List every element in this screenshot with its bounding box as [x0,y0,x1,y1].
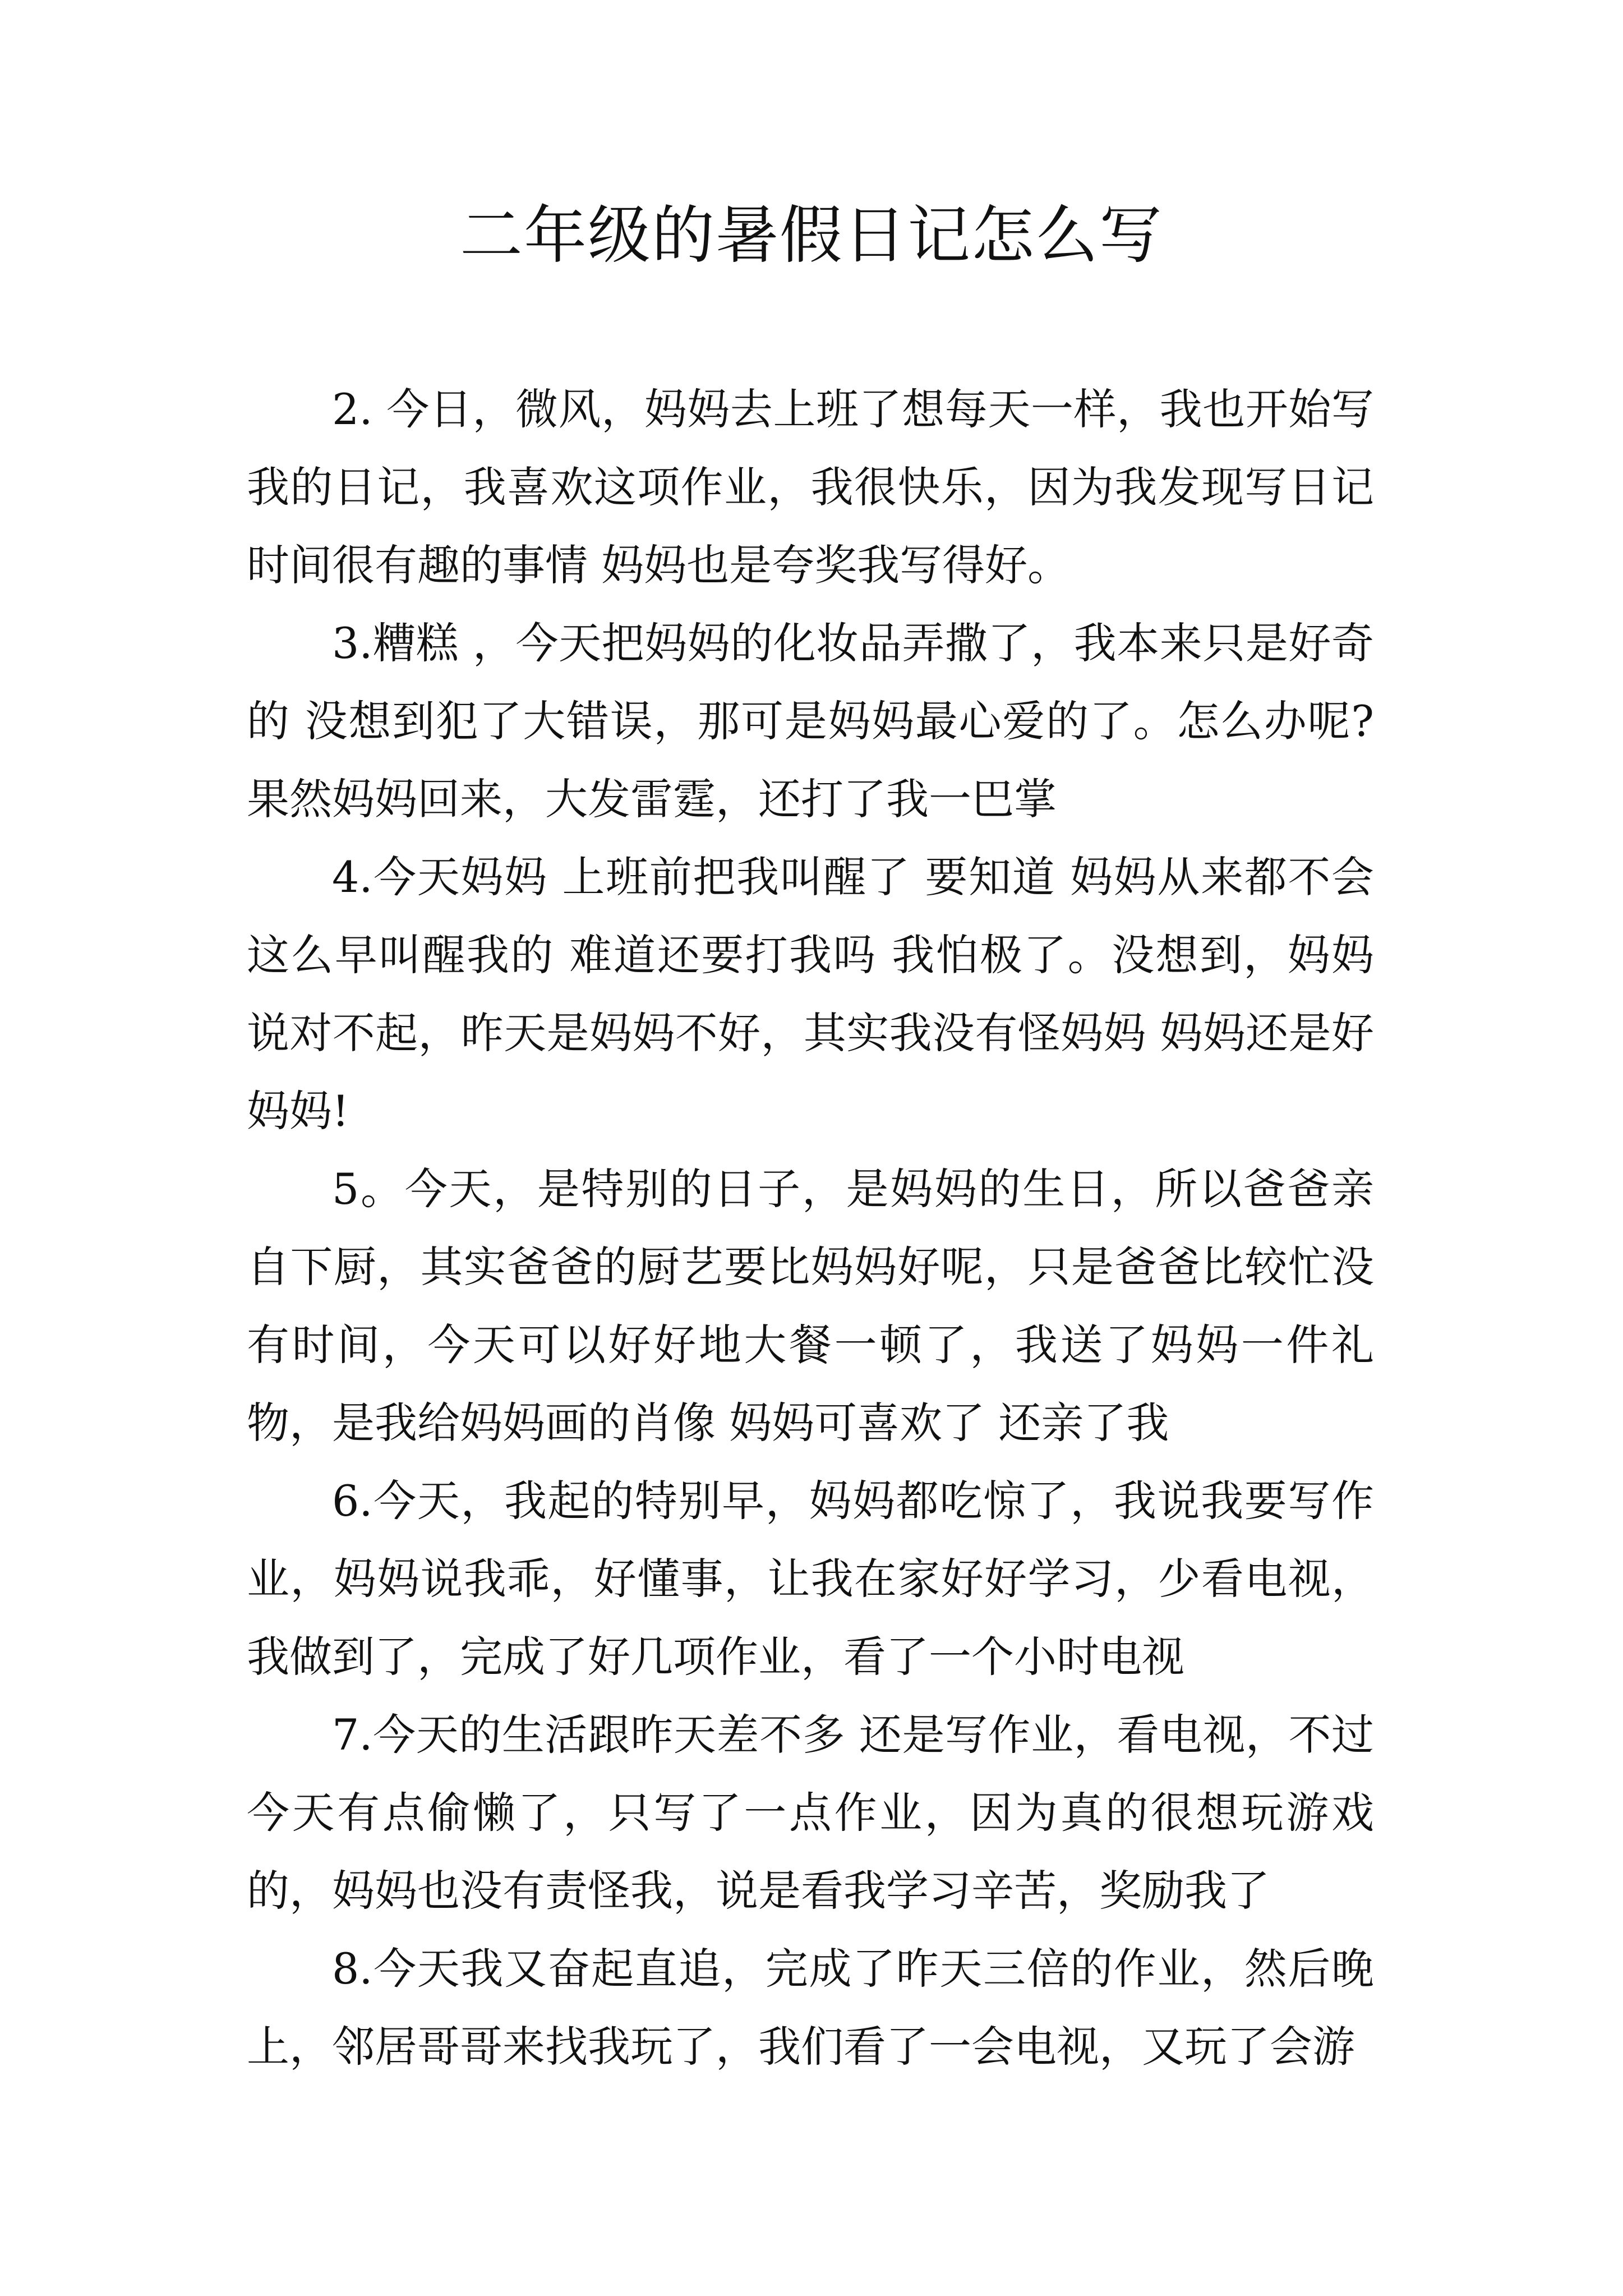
paragraph-8: 8.今天我又奋起直追，完成了昨天三倍的作业，然后晚上，邻居哥哥来找我玩了，我们看了一会电视，又玩了会游 [247,1944,1374,2072]
document-title: 二年级的暑假日记怎么写 [460,199,1163,272]
paragraph-5: 5。今天，是特别的日子，是妈妈的生日，所以爸爸亲自下厨，其实爸爸的厨艺要比妈妈好呢，只是爸爸比较忙没有时间，今天可以好好地大餐一顿了，我送了妈妈一件礼物，是我给妈妈画的肖像 妈妈可喜欢了 还亲了我 [247,1164,1374,1448]
paragraph-6: 6.今天，我起的特别早，妈妈都吃惊了，我说我要写作业，妈妈说我乖，好懂事，让我在家好好学习，少看电视，我做到了，完成了好几项作业，看了一个小时电视 [247,1476,1374,1682]
paragraph-3: 3.糟糕 ，今天把妈妈的化妆品弄撒了，我本来只是好奇的 没想到犯了大错误，那可是妈妈最心爱的了。怎么办呢?果然妈妈回来，大发雷霆，还打了我一巴掌 [247,618,1374,824]
document-body [247,370,1374,2086]
paragraph-7: 7.今天的生活跟昨天差不多 还是写作业，看电视，不过今天有点偷懒了，只写了一点作业，因为真的很想玩游戏的，妈妈也没有责怪我，说是看我学习辛苦，奖励我了 [247,1710,1374,1916]
paragraph-4: 4.今天妈妈 上班前把我叫醒了 要知道 妈妈从来都不会这么早叫醒我的 难道还要打我吗 我怕极了。没想到，妈妈说对不起，昨天是妈妈不好，其实我没有怪妈妈 妈妈还是好妈妈! [247,852,1374,1136]
paragraph-2: 2. 今日，微风，妈妈去上班了想每天一样，我也开始写我的日记，我喜欢这项作业，我很快乐，因为我发现写日记时间很有趣的事情 妈妈也是夸奖我写得好。 [247,384,1374,590]
